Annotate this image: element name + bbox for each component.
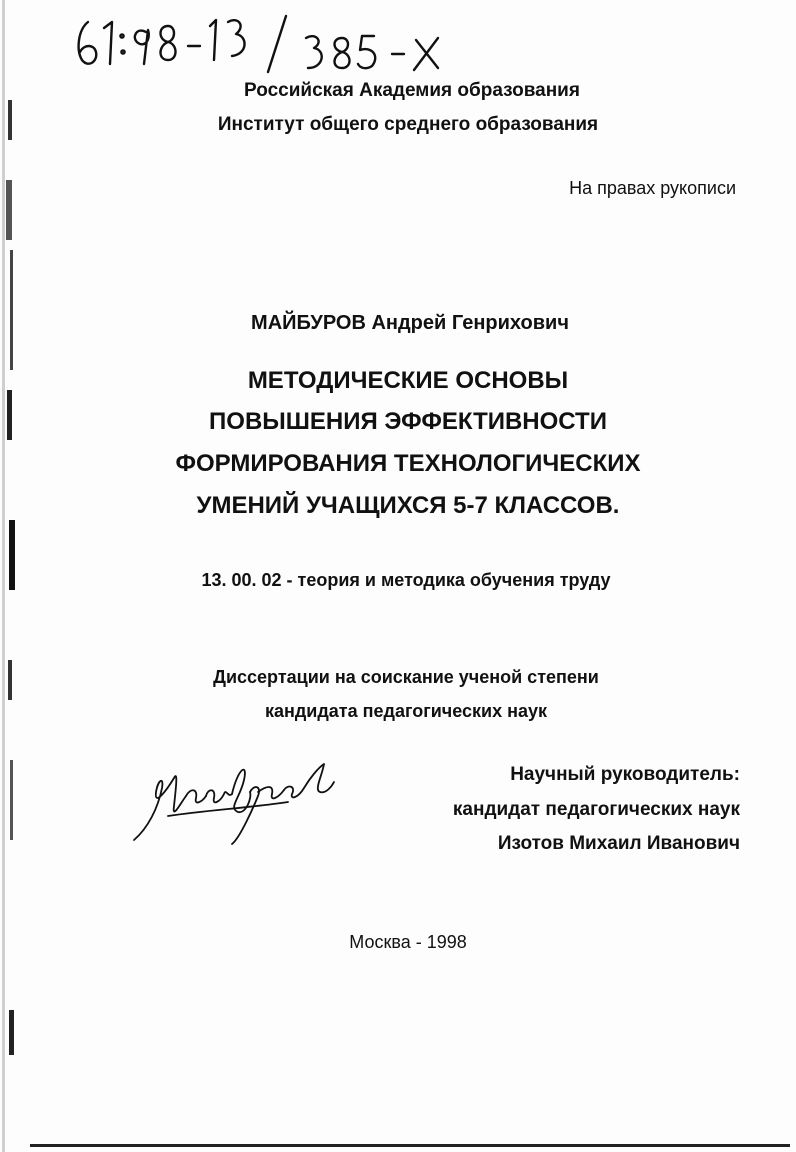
supervisor-name: Изотов Михаил Иванович <box>497 833 740 854</box>
title-line-2: ПОВЫШЕНИЯ ЭФФЕКТИВНОСТИ <box>209 408 607 435</box>
supervisor-degree: кандидат педагогических наук <box>452 799 740 820</box>
scan-edge-bottom-line <box>30 1144 790 1147</box>
academy-name: Российская Академия образования <box>244 80 580 101</box>
institute-name: Институт общего среднего образования <box>217 114 599 135</box>
author-name: МАЙБУРОВ Андрей Генрихович <box>251 312 569 334</box>
dissertation-line-2: кандидата педагогических наук <box>264 701 547 721</box>
supervisor-label: Научный руководитель: <box>510 764 740 785</box>
city-year: Москва - 1998 <box>349 932 467 952</box>
author-signature <box>128 758 338 848</box>
title-line-4: УМЕНИЙ УЧАЩИХСЯ 5-7 КЛАССОВ. <box>196 492 620 519</box>
rights-note: На правах рукописи <box>569 178 736 198</box>
title-line-3: ФОРМИРОВАНИЯ ТЕХНОЛОГИЧЕСКИХ <box>175 450 641 477</box>
dissertation-line-1: Диссертации на соискание ученой степени <box>213 667 599 687</box>
title-line-1: МЕТОДИЧЕСКИЕ ОСНОВЫ <box>247 367 569 394</box>
archive-number-handwriting <box>70 8 470 78</box>
specialty-code: 13. 00. 02 - теория и методика обучения труду <box>201 570 611 590</box>
